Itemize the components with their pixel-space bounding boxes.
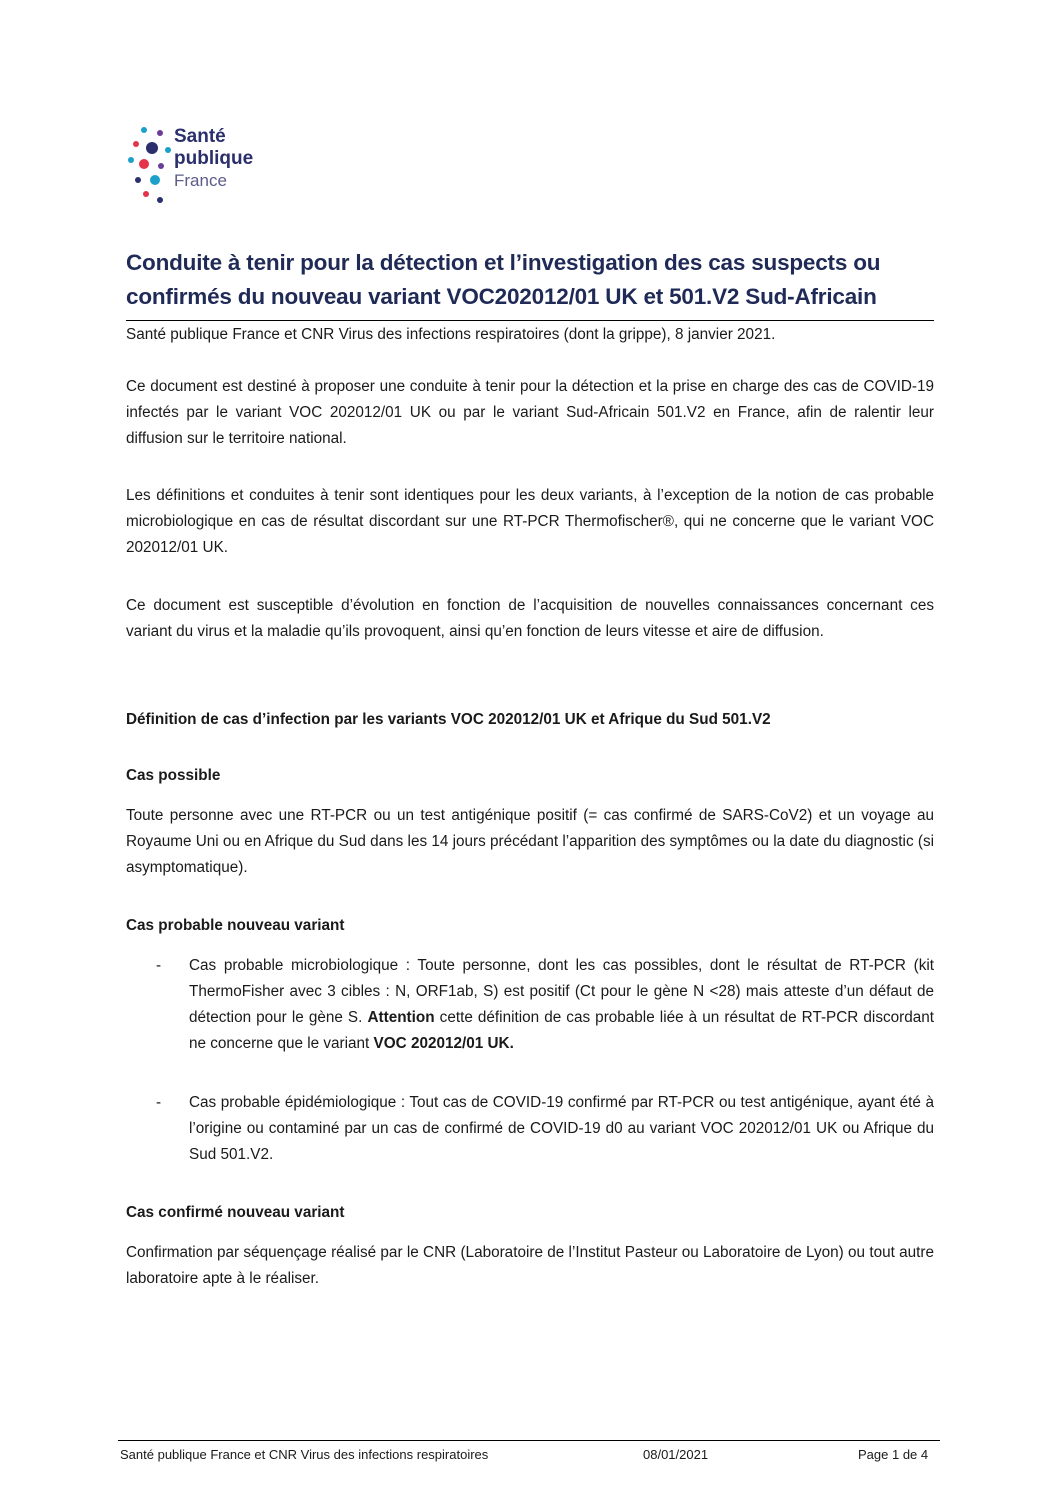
item-bold-attention: Attention <box>367 1009 435 1026</box>
item-text: cette définition de cas probable liée à un résultat de RT-PCR discordant ne concerne que le variant <box>189 1009 934 1052</box>
footer-page-number: Page 1 de 4 <box>858 1447 929 1462</box>
logo <box>128 124 278 210</box>
item-bold-variant: VOC 202012/01 UK. <box>373 1035 514 1052</box>
footer-divider <box>118 1440 940 1441</box>
logo-line-3: France <box>174 171 227 190</box>
list-dash: - <box>156 1094 162 1111</box>
cas-confirme-heading: Cas confirmé nouveau variant <box>126 1204 345 1221</box>
cas-possible-heading: Cas possible <box>126 767 221 784</box>
cas-probable-microbiologique <box>189 953 934 1057</box>
cas-confirme-text: Confirmation par séquençage réalisé par le CNR (Laboratoire de l’Institut Pasteur ou Laboratoire de Lyon) ou tout autre laboratoire apte à le réaliser. <box>126 1244 934 1287</box>
logo-wordmark <box>174 126 253 192</box>
intro-paragraph-1: Ce document est destiné à proposer une conduite à tenir pour la détection et la prise en charge des cas de COVID-19 infectés par le variant VOC 202012/01 UK ou par le variant Sud-Africain 501.V2 en France, afin de ralentir leur diffusion sur le territoire national. <box>126 378 934 447</box>
logo-line-1: Santé <box>174 126 226 147</box>
intro-paragraph-2: Les définitions et conduites à tenir sont identiques pour les deux variants, à l’exception de la notion de cas probable microbiologique en cas de résultat discordant sur une RT-PCR Thermofischer®, qui ne concerne que le variant VOC 202012/01 UK. <box>126 487 934 556</box>
footer-date: 08/01/2021 <box>643 1447 709 1462</box>
document-subtitle: Santé publique France et CNR Virus des infections respiratoires (dont la grippe), 8 janvier 2021. <box>126 326 776 343</box>
logo-line-2: publique <box>174 148 254 169</box>
footer-source: Santé publique France et CNR Virus des infections respiratoires <box>120 1447 489 1462</box>
item-text: Cas probable microbiologique : Toute personne, dont les cas possibles, dont le résultat de RT-PCR (kit ThermoFisher avec 3 cibles : N, ORF1ab, S) est positif (Ct pour le gène N <28) mais atteste d’un défaut de détection pour le gène S. <box>189 957 934 1026</box>
title-divider <box>126 320 934 321</box>
document-title: Conduite à tenir pour la détection et l’investigation des cas suspects ou confirmés du nouveau variant VOC202012/01 UK et 501.V2 Sud-Africain <box>126 250 881 309</box>
logo-dots-icon <box>128 124 174 210</box>
cas-possible-text: Toute personne avec une RT-PCR ou un test antigénique positif (= cas confirmé de SARS-CoV2) et un voyage au Royaume Uni ou en Afrique du Sud dans les 14 jours précédant l’apparition des symptômes ou la date du diagnostic (si asymptomatique). <box>126 807 934 876</box>
cas-probable-epidemiologique: Cas probable épidémiologique : Tout cas de COVID-19 confirmé par RT-PCR ou test antigénique, ayant été à l’origine ou contaminé par un cas de confirmé de COVID-19 d0 au variant VOC 202012/01 UK ou Afrique du Sud 501.V2. <box>189 1094 934 1163</box>
list-dash: - <box>156 957 162 974</box>
cas-probable-heading: Cas probable nouveau variant <box>126 917 345 934</box>
intro-paragraph-3: Ce document est susceptible d’évolution en fonction de l’acquisition de nouvelles connaissances concernant ces variant du virus et la maladie qu’ils provoquent, ainsi qu’en fonction de leurs vitesse et aire de diffusion. <box>126 597 934 640</box>
section-heading: Définition de cas d’infection par les variants VOC 202012/01 UK et Afrique du Sud 501.V2 <box>126 711 771 728</box>
